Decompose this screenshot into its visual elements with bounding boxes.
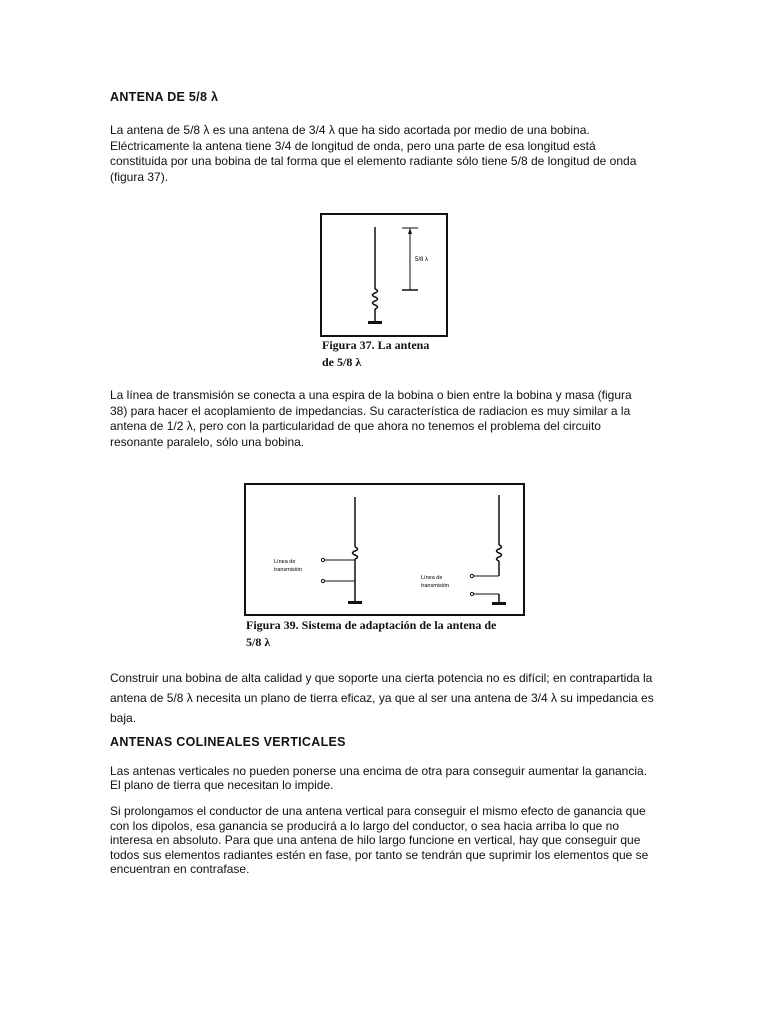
right-feed-label-2: transmisión — [421, 583, 450, 589]
figure-39-diagram — [244, 483, 525, 616]
left-feed-label-2: transmisión — [274, 567, 303, 573]
paragraph-colineales-2: Si prolongamos el conductor de una antena vertical para conseguir el mismo efecto de ganancia que con los dipolos, esa ganancia se producirá a lo largo del conductor, o sea hacia arriba lo que no interesa en absoluto. Para que una antena de hilo largo funcione en vertical, hay que conseguir que todos sus elementos radiantes estén en fase, por tanto se tendrán que suprimir los elementos que se encuentran en contrafase. — [110, 804, 649, 876]
figure-37-caption — [322, 337, 429, 371]
figure-39-caption-line-1: Figura 39. Sistema de adaptación de la antena de — [246, 618, 497, 632]
figure-39-caption-line-2: 5/8 λ — [246, 635, 271, 649]
paragraph-colineales-1: Las antenas verticales no pueden ponerse una encima de otra para conseguir aumentar la ganancia. El plano de tierra que necesitan lo impide. — [110, 764, 648, 792]
antenna-5-8-schematic — [322, 215, 446, 335]
paragraph-transmission-line: La línea de transmisión se conecta a una espira de la bobina o bien entre la bobina y masa (figura 38) para hacer el acoplamiento de impedancias. Su característica de radiacion es muy similar a la antena de 1/2 λ, pero con la particularidad de que ahora no tenemos el problema del circuito resonante paralelo, sólo una bobina. — [110, 388, 632, 449]
paragraph-coil-quality: Construir una bobina de alta calidad y que soporte una cierta potencia no es difícil; en contrapartida la antena de 5/8 λ necesita un plano de tierra eficaz, ya que al ser una antena de 3/4 λ su impedancia es baja. — [110, 671, 654, 725]
figure-37-caption-line-2: de 5/8 λ — [322, 355, 362, 369]
section-heading-colineales: ANTENAS COLINEALES VERTICALES — [110, 735, 346, 749]
matching-system-schematic — [246, 485, 523, 614]
left-feed-label-1: Línea de — [274, 559, 296, 565]
paragraph-antena-5-8-intro: La antena de 5/8 λ es una antena de 3/4 λ que ha sido acortada por medio de una bobina. Eléctricamente la antena tiene 3/4 de longitud de onda, pero una parte de esa longitud está constituida por una bobina de tal forma que el elemento radiante sólo tiene 5/8 de longitud de onda (figura 37). — [110, 123, 637, 184]
right-feed-label-1: Línea de — [421, 575, 443, 581]
section-heading-antena-5-8: ANTENA DE 5/8 λ — [110, 90, 219, 104]
figure-37-diagram — [320, 213, 448, 337]
figure-37-caption-line-1: Figura 37. La antena — [322, 338, 430, 352]
figure-39-caption — [246, 617, 496, 651]
figure-37-dimension-label: 5/8 λ — [415, 257, 429, 263]
